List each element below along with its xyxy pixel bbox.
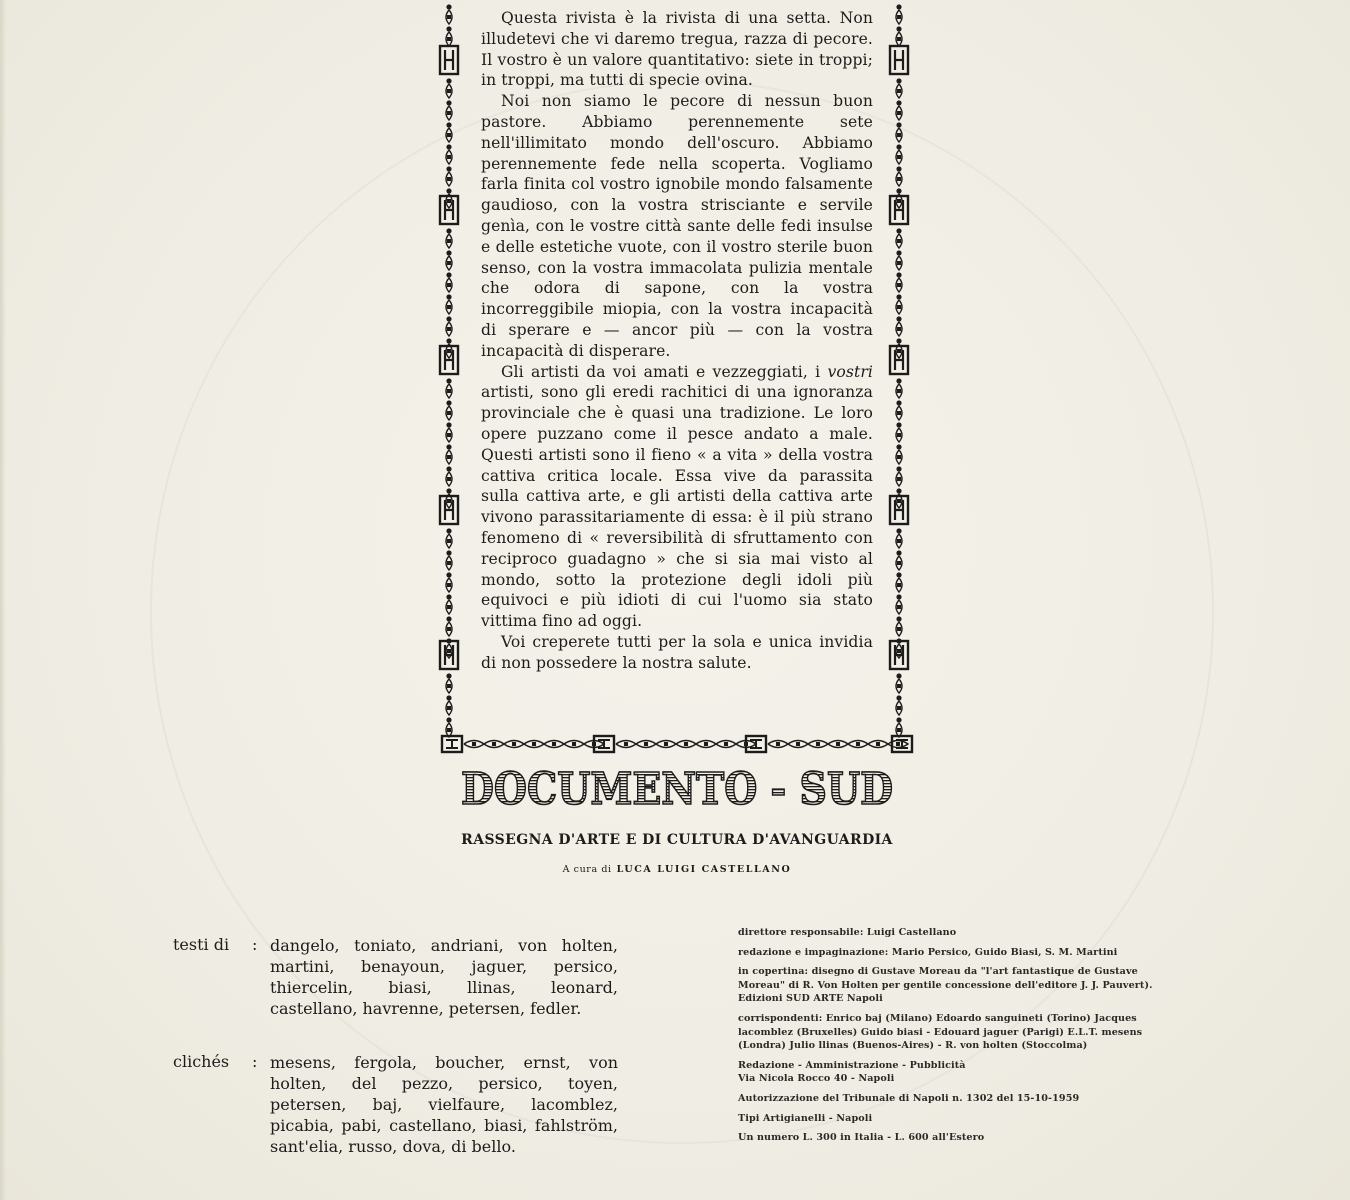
p3-italic: vostri bbox=[827, 362, 873, 381]
p3-start: Gli artisti da voi amati e vezzeggiati, i bbox=[501, 362, 828, 381]
cliches-label: clichés bbox=[173, 1052, 230, 1071]
left-ornamental-border bbox=[438, 0, 460, 740]
curator-line bbox=[440, 864, 914, 875]
manifesto-text bbox=[481, 8, 873, 674]
manifesto-paragraph-2: Noi non siamo le pecore di nessun buon pastore. Abbiamo perennemente sete nell'illimitato mondo dell'oscuro. Abbiamo perennemente fede nella scoperta. Vogliamo farla finita col vostro ignobile mondo falsamente gaudioso, con la vostra strisciante e servile genìa, con le vostre città sante delle fedi insulse e delle estetiche vuote, con il vostro sterile buon senso, con la vostra immacolata pulizia mentale che odora di sapone, con la vostra incorreggibile miopia, con la vostra incapacità di sperare e — ancor più — con la vostra incapacità di disperare. bbox=[481, 92, 873, 360]
bottom-ornamental-border bbox=[442, 734, 912, 754]
cliches-names: mesens, fergola, boucher, ernst, von holten, del pezzo, persico, toyen, petersen, baj, vielfaure, lacomblez, picabia, pabi, castellano, biasi, fahlström, sant'elia, russo, dova, di bello. bbox=[270, 1053, 618, 1156]
p3-end: artisti, sono gli eredi rachitici di una ignoranza provinciale che è quasi una tradizione. Le loro opere puzzano come il pesce andato a male. Questi artisti sono il fieno « a vita » della vostra cattiva critica locale. Essa vive da parassita sulla cattiva arte, e gli artisti della cattiva arte vivono parassitariamente di essa: è il più strano fenomeno di « reversibilità di sfruttamento con reciproco guadagno » che si sia mai visto al mondo, sotto la protezione degli idoli più equivoci e più idioti di cui l'uomo sia stato vittima fino ad oggi. bbox=[481, 383, 873, 631]
imprint-edizioni: Edizioni SUD ARTE Napoli bbox=[738, 993, 883, 1005]
imprint-via: Via Nicola Rocco 40 - Napoli bbox=[738, 1073, 895, 1085]
manifesto-paragraph-4: Voi creperete tutti per la sola e unica invidia di non possedere la nostra salute. bbox=[481, 632, 873, 672]
masthead-title-text: DOCUMENTO - SUD bbox=[461, 764, 893, 815]
manifesto-paragraph-3 bbox=[481, 362, 873, 632]
testi-label: testi di bbox=[173, 935, 230, 954]
imprint-tipi: Tipi Artigianelli - Napoli bbox=[738, 1112, 873, 1124]
imprint-autorizzazione: Autorizzazione del Tribunale di Napoli n. 1302 del 15-10-1959 bbox=[738, 1092, 1080, 1104]
imprint-direttore: direttore responsabile: Luigi Castellano bbox=[738, 927, 957, 938]
page-fold-shadow bbox=[0, 0, 6, 1200]
imprint-corrispondenti-3: (Londra) Julio llinas (Buenos-Aires) - R. von holten (Stoccolma) bbox=[738, 1040, 1088, 1052]
imprint-redazione-amm: Redazione - Amministrazione - Pubblicità bbox=[738, 1059, 966, 1071]
imprint-redazione: redazione e impaginazione: Mario Persico, Guido Biasi, S. M. Martini bbox=[738, 946, 1118, 958]
imprint-corrispondenti-2: lacomblez (Bruxelles) Guido biasi - Edouard jaguer (Parigi) E.L.T. mesens bbox=[738, 1026, 1143, 1038]
imprint-corrispondenti-1: corrispondenti: Enrico baj (Milano) Edoardo sanguineti (Torino) Jacques bbox=[738, 1012, 1137, 1024]
imprint-copertina-2: Moreau" di R. Von Holten per gentile concessione dell'editore J. J. Pauvert). bbox=[738, 979, 1153, 991]
testi-names: dangelo, toniato, andriani, von holten, martini, benayoun, jaguer, persico, thiercelin, biasi, llinas, leonard, castellano, havrenne, petersen, fedler. bbox=[270, 936, 618, 1018]
masthead-title bbox=[457, 762, 897, 814]
cliches-colon: : bbox=[252, 1052, 258, 1071]
curator-prefix: A cura di bbox=[562, 864, 612, 875]
masthead-block bbox=[440, 762, 914, 875]
right-ornamental-border bbox=[888, 0, 910, 740]
manifesto-paragraph-1: Questa rivista è la rivista di una setta. Non illudetevi che vi daremo tregua, razza di pecore. Il vostro è un valore quantitativo: siete in troppi; in troppi, ma tutti di specie ovina. bbox=[481, 9, 873, 90]
imprint-copertina-1: in copertina: disegno di Gustave Moreau da "l'art fantastique de Gustave bbox=[738, 966, 1138, 978]
curator-name: LUCA LUIGI CASTELLANO bbox=[616, 864, 792, 875]
testi-colon: : bbox=[252, 935, 258, 954]
imprint-prezzo: Un numero L. 300 in Italia - L. 600 all'Estero bbox=[738, 1132, 985, 1144]
masthead-subtitle: RASSEGNA D'ARTE E DI CULTURA D'AVANGUARDIA bbox=[461, 832, 893, 848]
imprint-block bbox=[738, 926, 1158, 1151]
